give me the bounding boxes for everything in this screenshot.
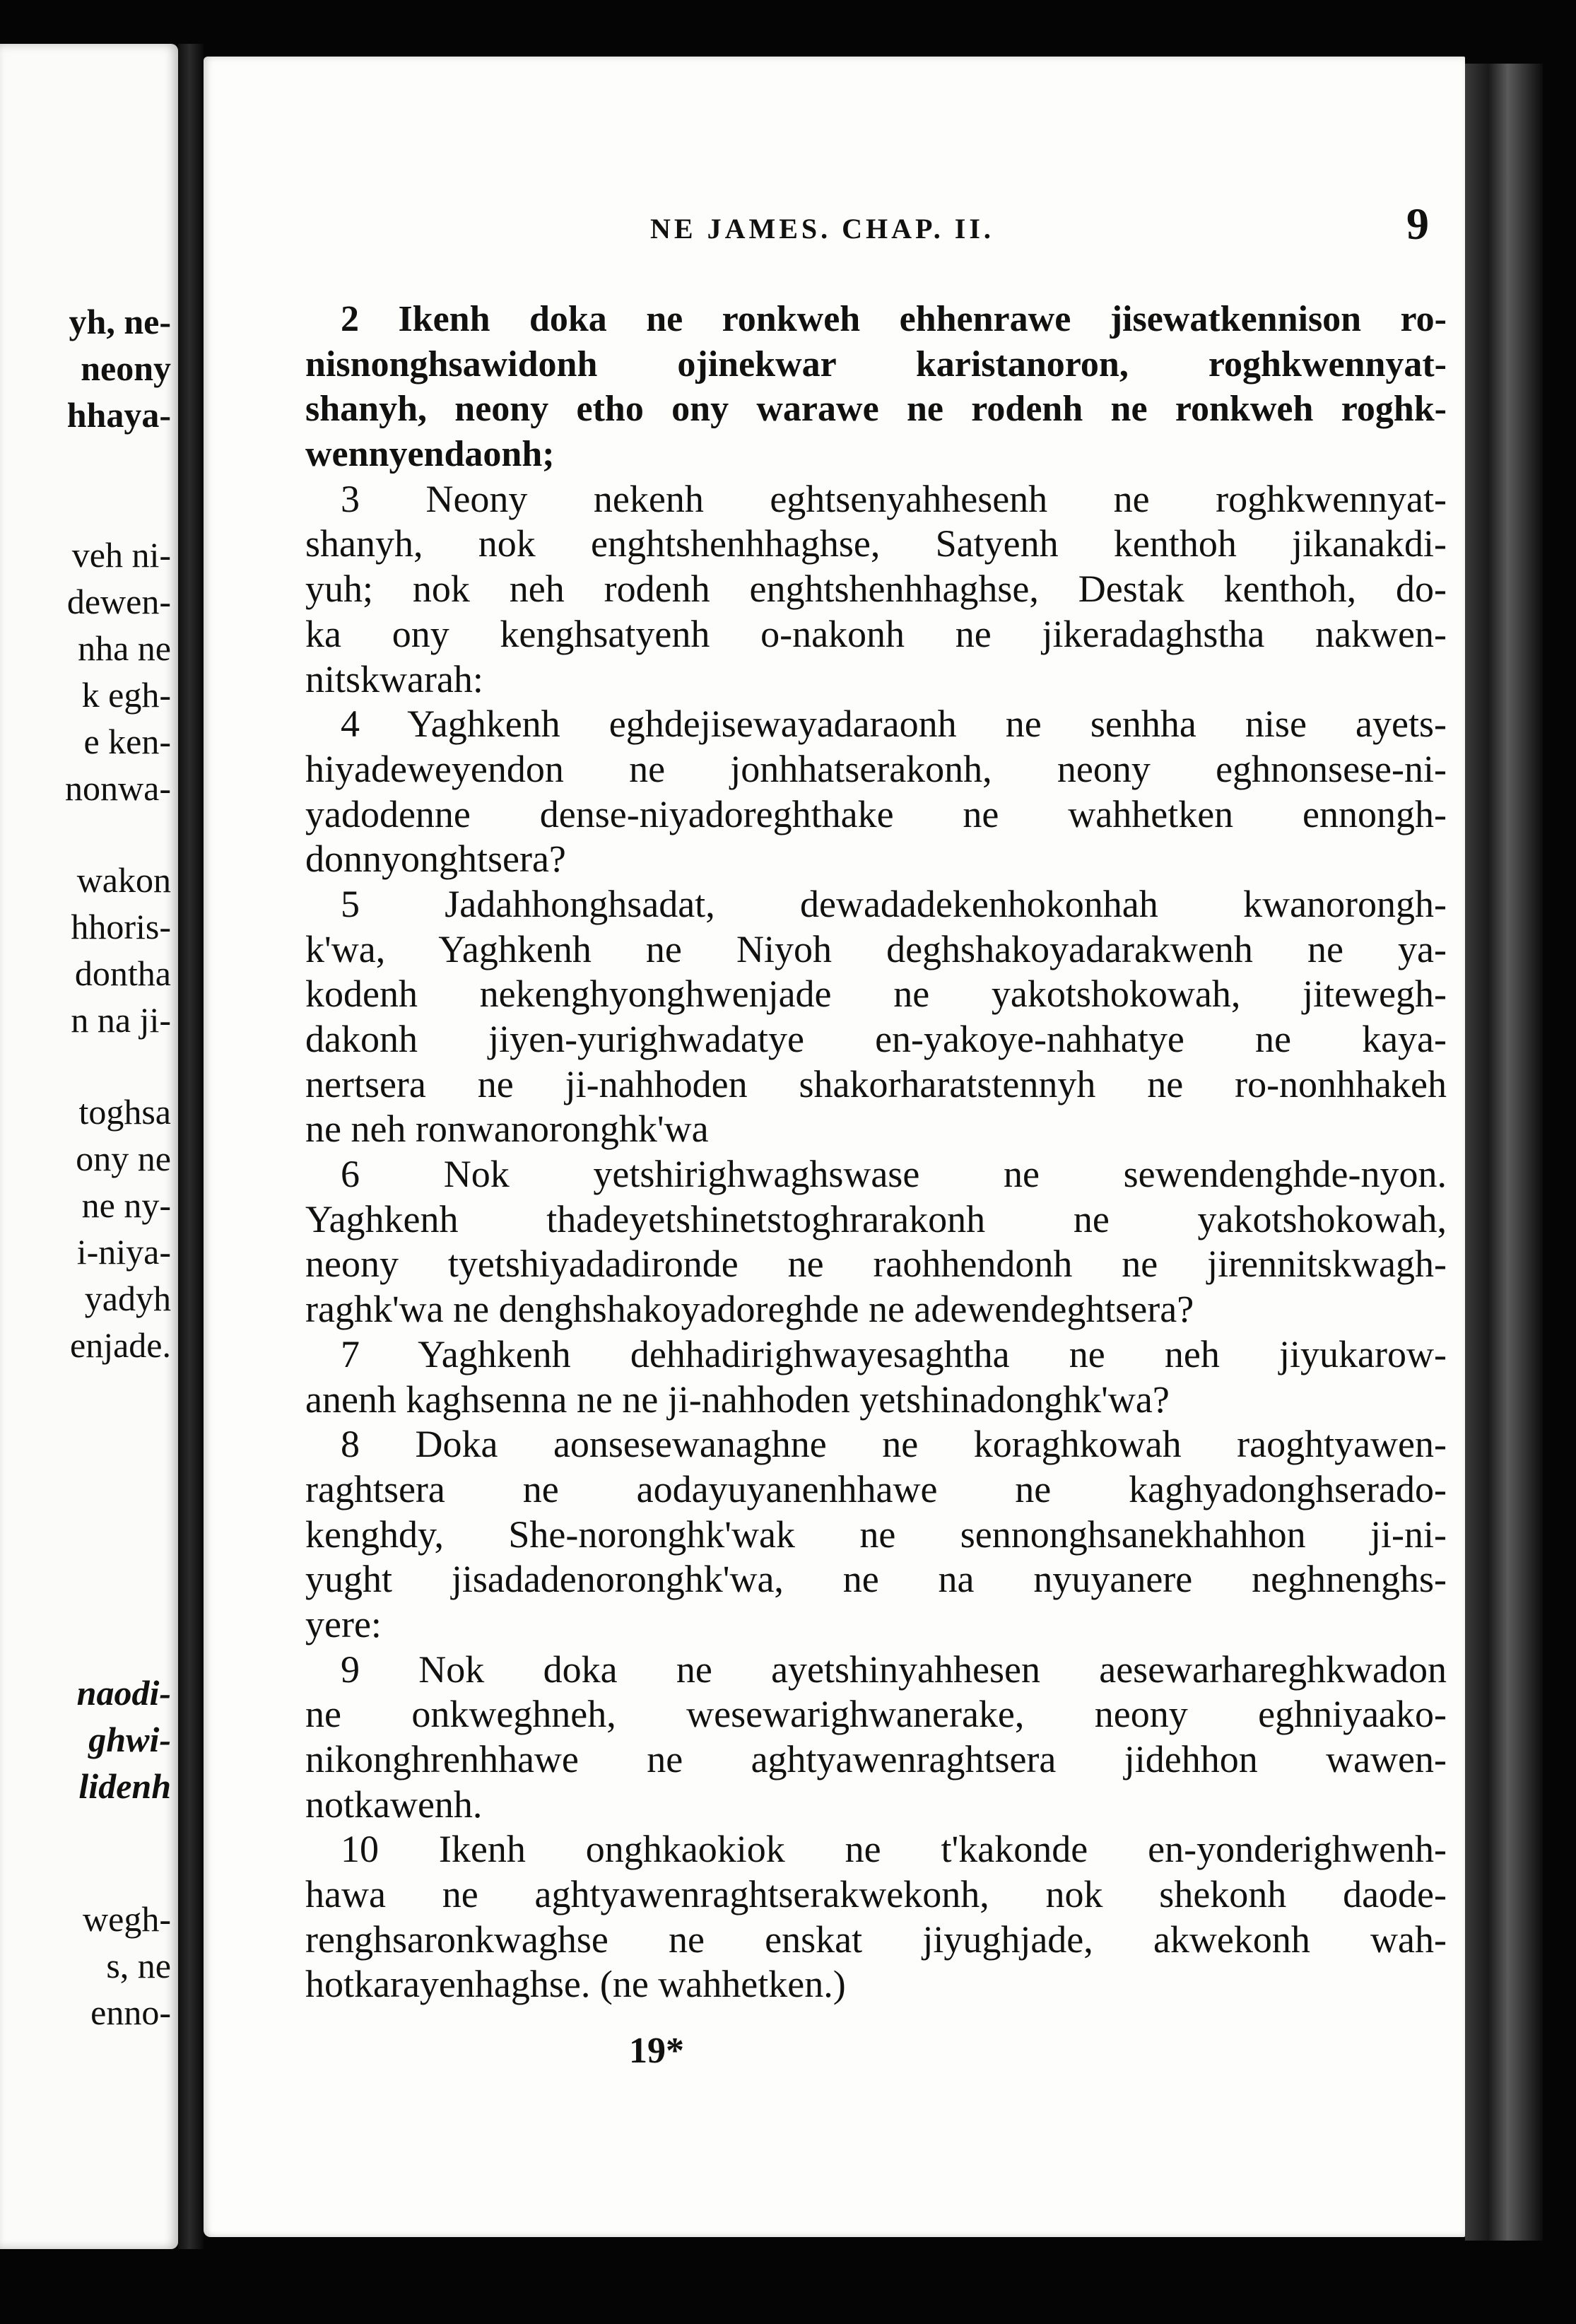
body-text — [305, 297, 1447, 2007]
left-page-fragment: ne ny- — [81, 1185, 171, 1225]
left-page-fragment: yadyh — [84, 1279, 171, 1318]
left-page-fragment: yh, ne- — [69, 302, 171, 341]
text-line: 6 Nok yetshirighwaghswase ne sewendenghde-nyon. — [341, 1153, 1447, 1196]
left-page-fragment: enno- — [90, 1993, 171, 2032]
left-page-fragment: wegh- — [83, 1899, 171, 1939]
text-line: k'wa, Yaghkenh ne Niyoh deghshakoyadarakwenh ne ya- — [305, 927, 1447, 970]
text-line: Yaghkenh thadeyetshinetstoghrarakonh ne yakotshokowah, — [305, 1197, 1447, 1240]
left-page-fragment: lidenh — [78, 1766, 171, 1806]
text-line: anenh kaghsenna ne ne ji-nahhoden yetshinadonghk'wa? — [305, 1378, 1170, 1421]
text-line: hotkarayenhaghse. (ne wahhetken.) — [305, 1963, 846, 2006]
text-line: nikonghrenhhawe ne aghtyawenraghtsera jidehhon wawen- — [305, 1738, 1447, 1780]
left-page-fragment: nonwa- — [65, 768, 171, 808]
text-line: raghtsera ne aodayuyanenhhawe ne kaghyadonghserado- — [305, 1467, 1447, 1510]
text-line: yadodenne dense-niyadoreghthake ne wahhetken ennongh- — [305, 792, 1447, 835]
text-line: kenghdy, She-noronghk'wak ne sennonghsanekhahhon ji-ni- — [305, 1513, 1447, 1556]
left-page-fragment: i-niya- — [76, 1232, 171, 1272]
text-line: ne onkweghneh, wesewarighwanerake, neony eghniyaako- — [305, 1693, 1447, 1736]
signature-mark: 19* — [629, 2031, 684, 2071]
text-line: shanyh, neony etho ony warawe ne rodenh ne ronkweh roghk- — [305, 389, 1447, 430]
book-gutter — [178, 44, 204, 2249]
left-page-fragment: naodi- — [76, 1673, 171, 1713]
page-number: 9 — [1406, 199, 1429, 249]
left-page-fragment: toghsa — [78, 1092, 171, 1132]
text-line: 8 Doka aonsesewanaghne ne koraghkowah raoghtyawen- — [341, 1423, 1447, 1466]
text-line: nitskwarah: — [305, 657, 483, 700]
text-line: hawa ne aghtyawenraghtserakwekonh, nok shekonh daode- — [305, 1873, 1447, 1916]
text-line: yere: — [305, 1602, 382, 1645]
left-page-fragment: n na ji- — [71, 1000, 171, 1040]
left-page-fragment: s, ne — [106, 1946, 171, 1985]
left-page — [0, 44, 178, 2249]
text-line: donnyonghtsera? — [305, 838, 566, 881]
text-line: ne neh ronwanoronghk'wa — [305, 1108, 709, 1151]
left-page-fragment: k egh- — [81, 675, 171, 715]
text-line: kodenh nekenghyonghwenjade ne yakotshokowah, jitewegh- — [305, 973, 1447, 1016]
text-line: 5 Jadahhonghsadat, dewadadekenhokonhah kwanorongh- — [341, 882, 1447, 925]
left-page-fragment: hhaya- — [66, 395, 171, 435]
text-line: notkawenh. — [305, 1783, 483, 1826]
text-line: 2 Ikenh doka ne ronkweh ehhenrawe jisewatkennison ro- — [341, 299, 1447, 339]
text-line: raghk'wa ne denghshakoyadoreghde ne adewendeghtsera? — [305, 1288, 1194, 1331]
text-line: neony tyetshiyadadironde ne raohhendonh ne jirennitskwagh- — [305, 1243, 1447, 1286]
left-page-fragment: ghwi- — [88, 1720, 171, 1759]
page-edge — [1465, 64, 1543, 2241]
left-page-fragment: enjade. — [70, 1325, 171, 1365]
left-page-fragment: veh ni- — [71, 535, 171, 575]
left-page-fragment: wakon — [76, 860, 171, 900]
left-page-fragment: dewen- — [66, 582, 171, 621]
text-line: 4 Yaghkenh eghdejisewayadaraonh ne senhha nise ayets- — [341, 703, 1447, 746]
text-line: 10 Ikenh onghkaokiok ne t'kakonde en-yonderighwenh- — [341, 1828, 1447, 1871]
text-line: hiyadeweyendon ne jonhhatserakonh, neony eghnonsese-ni- — [305, 747, 1447, 790]
text-line: nisnonghsawidonh ojinekwar karistanoron, roghkwennyat- — [305, 344, 1447, 385]
running-head: NE JAMES. CHAP. II. — [650, 213, 994, 245]
text-line: renghsaronkwaghse ne enskat jiyughjade, akwekonh wah- — [305, 1918, 1447, 1961]
text-line: 7 Yaghkenh dehhadirighwayesaghtha ne neh jiyukarow- — [341, 1332, 1447, 1375]
text-line: nertsera ne ji-nahhoden shakorharatstennyh ne ro-nonhhakeh — [305, 1062, 1447, 1105]
left-page-fragment: dontha — [74, 953, 171, 993]
left-page-fragment: nha ne — [78, 628, 171, 668]
left-page-fragment: hhoris- — [71, 907, 171, 946]
text-line: yught jisadadenoronghk'wa, ne na nyuyanere neghnenghs- — [305, 1558, 1447, 1601]
left-page-fragment: neony — [81, 348, 171, 388]
text-line: wennyendaonh; — [305, 434, 555, 475]
text-line: 3 Neony nekenh eghtsenyahhesenh ne roghkwennyat- — [341, 477, 1447, 520]
text-line: ka ony kenghsatyenh o-nakonh ne jikeradaghstha nakwen- — [305, 612, 1447, 655]
left-page-fragment: e ken- — [83, 722, 171, 761]
text-line: 9 Nok doka ne ayetshinyahhesen aesewarhareghkwadon — [341, 1648, 1447, 1691]
text-line: yuh; nok neh rodenh enghtshenhhaghse, Destak kenthoh, do- — [305, 568, 1447, 611]
text-line: dakonh jiyen-yurighwadatye en-yakoye-nahhatye ne kaya- — [305, 1018, 1447, 1060]
left-page-fragment: ony ne — [76, 1139, 171, 1178]
text-line: shanyh, nok enghtshenhhaghse, Satyenh kenthoh jikanakdi- — [305, 522, 1447, 565]
